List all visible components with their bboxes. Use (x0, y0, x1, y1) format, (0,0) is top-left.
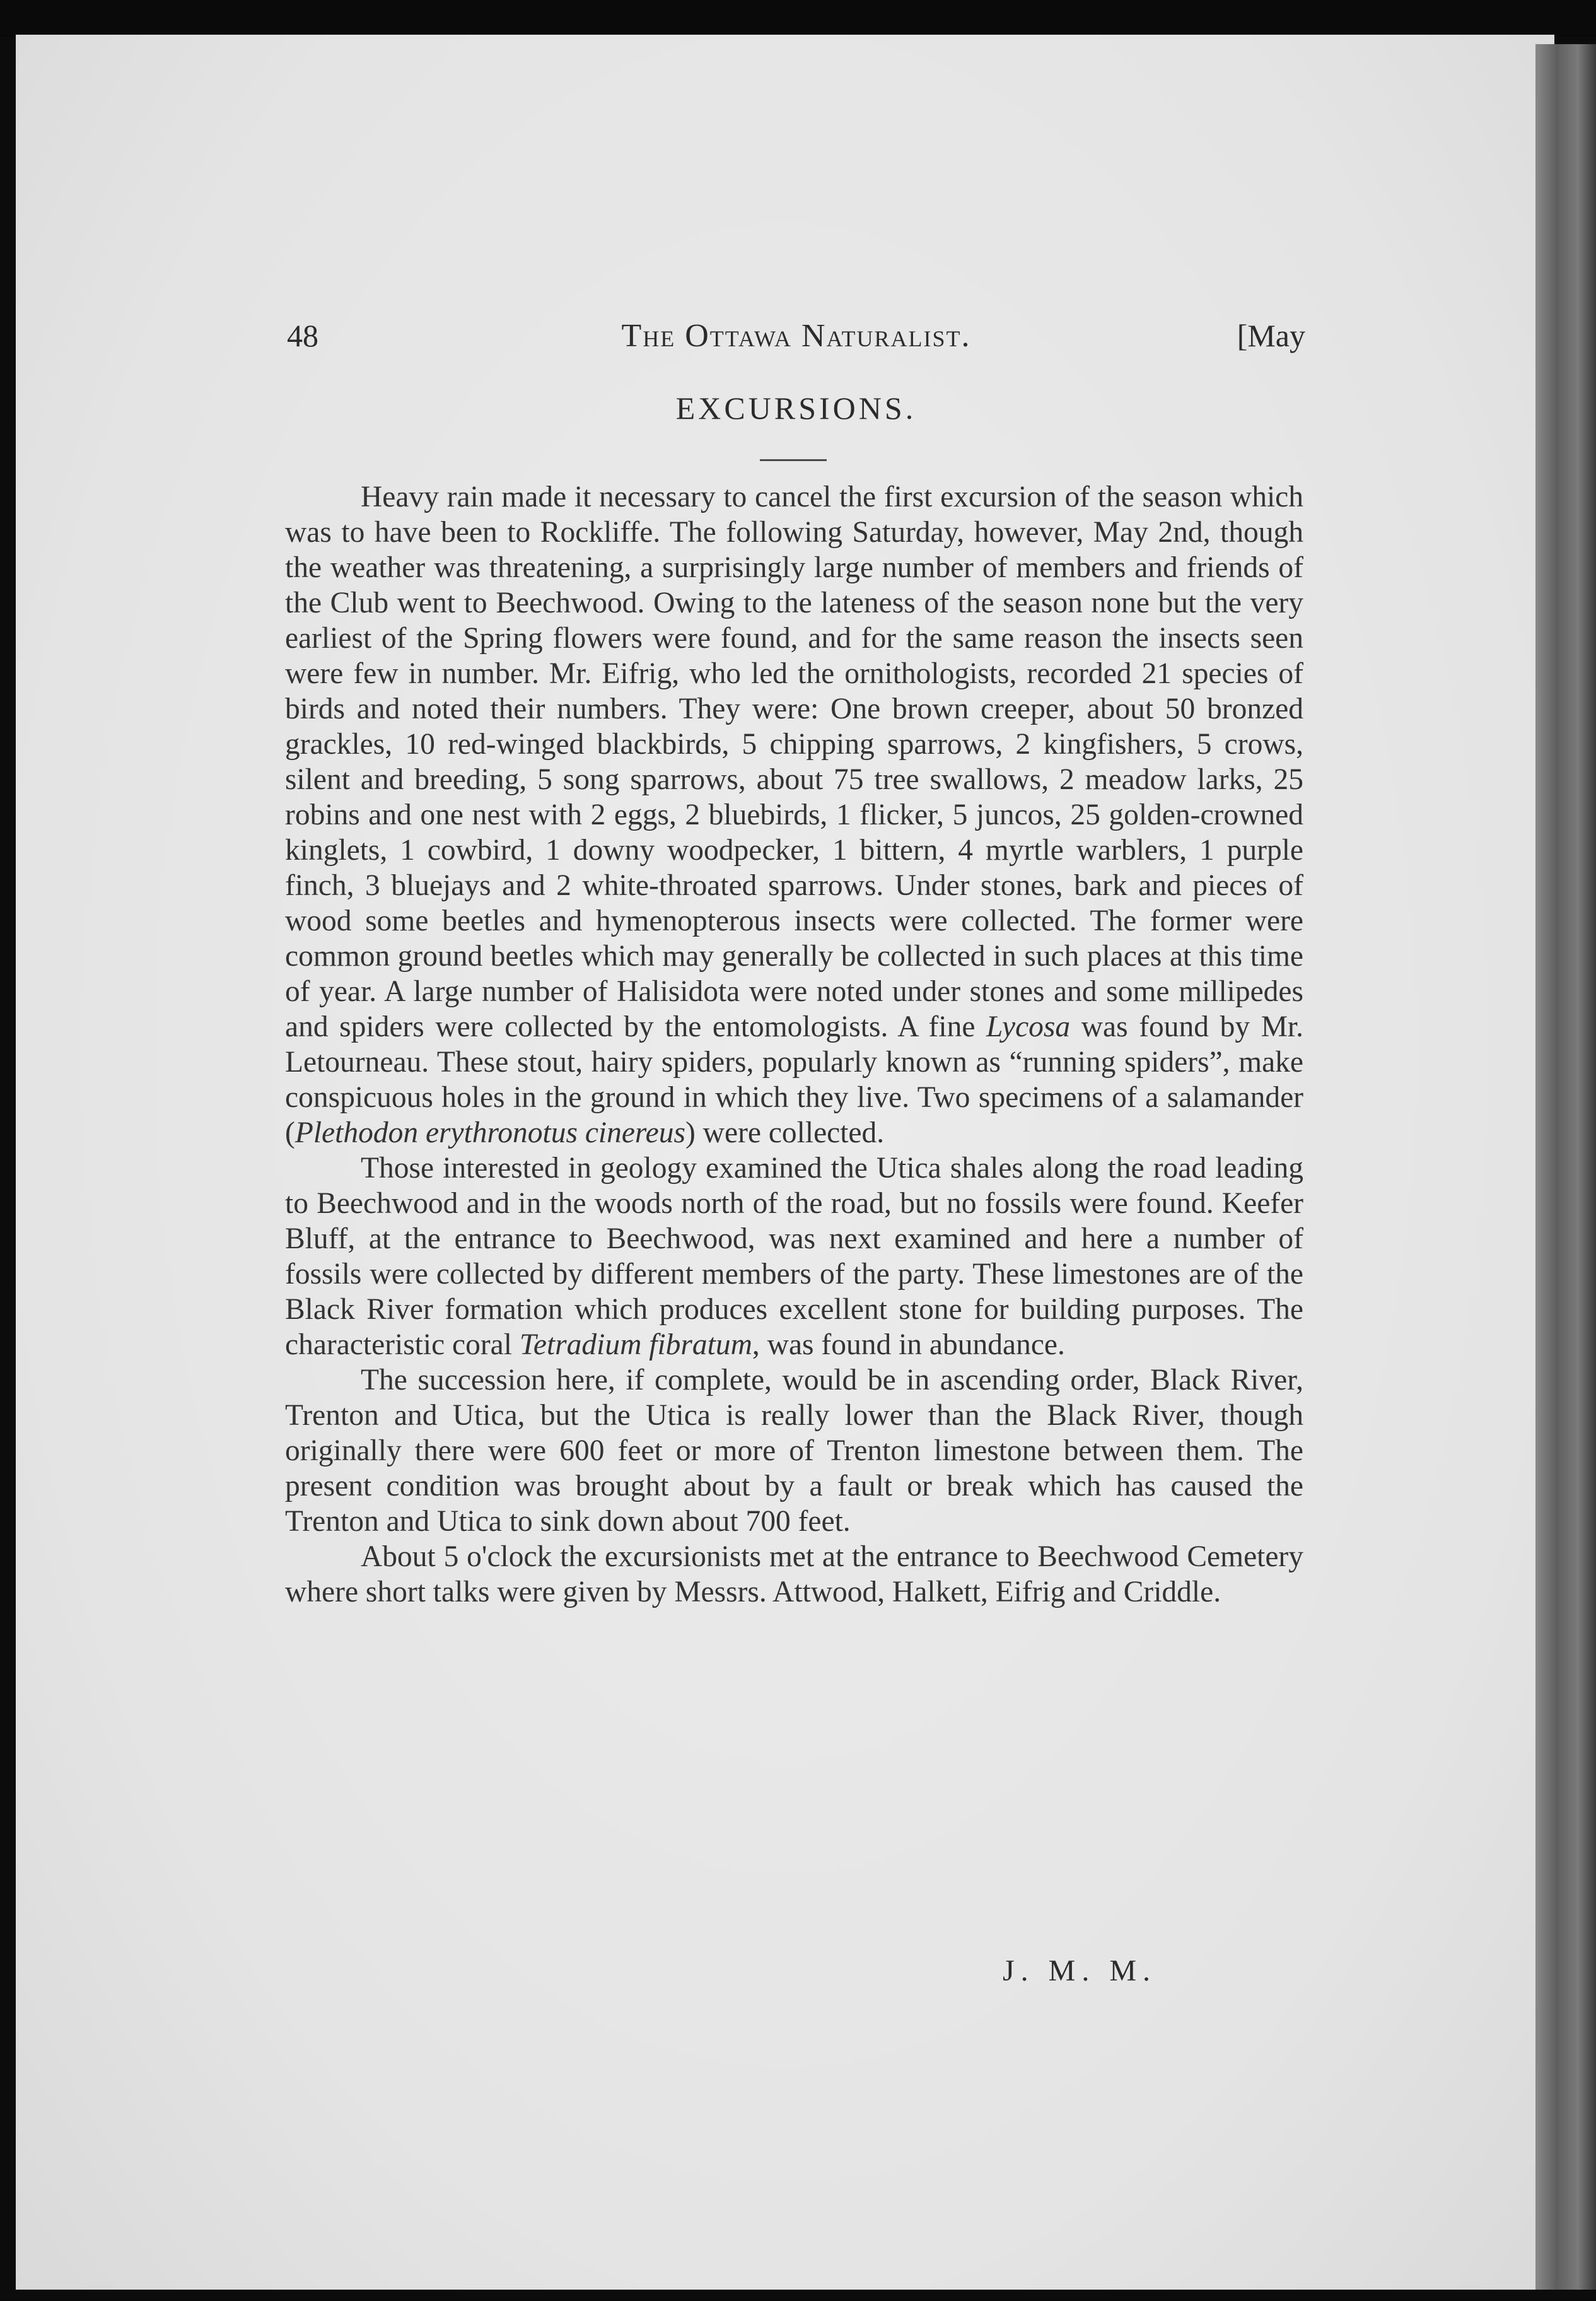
text-run: ) were collected. (685, 1116, 885, 1149)
article-title: EXCURSIONS. (675, 390, 917, 426)
text-run: was found by Mr. Letourneau. These stout, hairy spiders, popularly known as “running spiders”, make conspicuous holes in the ground in which they live. Two specimens of a salamander ( (285, 1010, 1303, 1149)
paragraph-birds-insects (285, 479, 1303, 1150)
species-name-salamander: Plethodon erythronotus cinereus (294, 1116, 685, 1149)
text-run: Those interested in geology examined the Utica shales along the road leading to Beechwood and in the woods north of the road, but no fossils were found. Keefer Bluff, at the entrance to Beechwood, was next examined and here a number of fossils were collected by different members of the party. These limestones are of the Black River formation which produces excellent stone for building purposes. The characteristic coral (285, 1152, 1303, 1361)
text-run: The succession here, if complete, would be in ascending order, Black River, Trenton and Utica, but the Utica is really lower than the Black River, though originally there were 600 feet or more of Trenton limestone between them. The present condition was brought about by a fault or break which has caused the Trenton and Utica to sink down about 700 feet. (285, 1364, 1303, 1538)
paragraph-succession (285, 1362, 1303, 1539)
title-divider (760, 459, 827, 461)
paragraph-cemetery (285, 1539, 1303, 1610)
article-body (285, 479, 1303, 1610)
text-run: About 5 o'clock the excursionists met at the entrance to Beechwood Cemetery where short talks were given by Messrs. Attwood, Halkett, Eifrig and Criddle. (285, 1540, 1303, 1608)
running-header (287, 317, 1305, 361)
author-signature: J. M. M. (1003, 1954, 1157, 1988)
journal-title: The Ottawa Naturalist. (621, 318, 971, 354)
text-run: Heavy rain made it necessary to cancel the first excursion of the season which was to have been to Rockliffe. The following Saturday, however, May 2nd, though the weather was threatening, a surprisingly large number of members and friends of the Club went to Beechwood. Owing to the lateness of the season none but the very earliest of the Spring flowers were found, and for the same reason the insects seen were few in number. Mr. Eifrig, who led the ornithologists, recorded 21 species of birds and noted their numbers. They were: One brown creeper, about 50 bronzed grackles, 10 red-winged blackbirds, 5 chipping sparrows, 2 kingfishers, 5 crows, silent and breeding, 5 song sparrows, about 75 tree swallows, 2 meadow larks, 25 robins and one nest with 2 eggs, 2 bluebirds, 1 flicker, 5 juncos, 25 golden-crowned kinglets, 1 cowbird, 1 downy woodpecker, 1 bittern, 4 myrtle warblers, 1 purple finch, 3 bluejays and 2 white-throated sparrows. Under stones, bark and pieces of wood some beetles and hymenopterous insects were collected. The former were common ground beetles which may generally be collected in such places at this time of year. A large number of Halisidota were noted under stones and some millipedes and spiders were collected by the entomologists. A fine (285, 481, 1303, 1043)
species-name-lycosa: Lycosa (986, 1010, 1071, 1043)
page-number: 48 (287, 318, 318, 353)
scan-border-top (0, 0, 1596, 37)
page-edge-shadow (1535, 44, 1596, 2290)
issue-month: [May (1237, 318, 1305, 353)
text-run: , was found in abundance. (752, 1328, 1065, 1361)
paragraph-geology (285, 1150, 1303, 1362)
species-name-coral: Tetradium fibratum (519, 1328, 752, 1361)
